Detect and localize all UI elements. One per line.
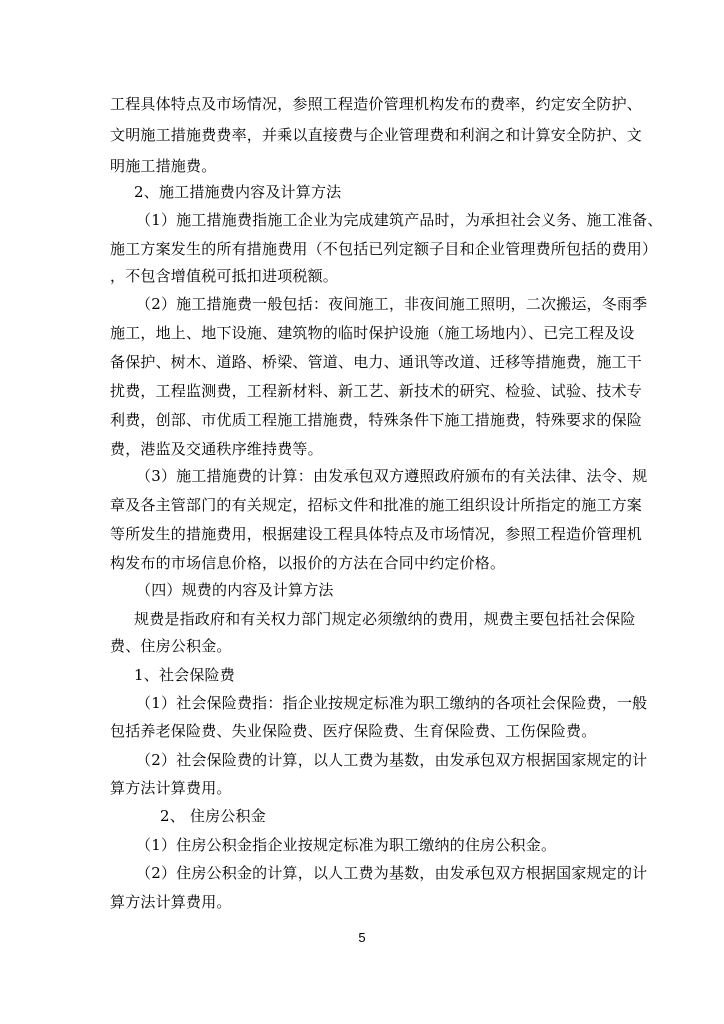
section-heading: 2、施工措施费内容及计算方法 [134, 183, 342, 201]
text-line: （3）施工措施费的计算：由发承包双方遵照政府颁布的有关法律、法令、规 [136, 467, 648, 485]
text-line: ，不包含增值税可抵扣进项税额。 [110, 267, 339, 285]
text-line: 施工，地上、地下设施、建筑物的临时保护设施（施工场地内）、已完工程及设 [110, 324, 635, 342]
text-line: （2）住房公积金的计算，以人工费为基数，由发承包双方根据国家规定的计 [136, 864, 648, 882]
text-line: 等所发生的措施费用，根据建设工程具体特点及市场情况，参照工程造价管理机 [110, 525, 643, 543]
section-heading: 2、 住房公积金 [160, 807, 266, 825]
text-line: 规费是指政府和有关权力部门规定必须缴纳的费用，规费主要包括社会保险 [134, 610, 636, 628]
text-line: 施工方案发生的所有措施费用（不包括已列定额子目和企业管理费所包括的费用） [110, 240, 658, 258]
text-line: 算方法计算费用。 [110, 779, 232, 797]
text-line: （2）施工措施费一般包括：夜间施工，非夜间施工照明，二次搬运，冬雨季 [136, 295, 648, 313]
text-line: 扰费，工程监测费，工程新材料、新工艺、新技术的研究、检验、试验、技术专 [110, 382, 643, 400]
text-line: 文明施工措施费费率，并乘以直接费与企业管理费和利润之和计算安全防护、文 [110, 126, 643, 144]
text-line: 包括养老保险费、失业保险费、医疗保险费、生育保险费、工伤保险费。 [110, 722, 597, 740]
text-line: 算方法计算费用。 [110, 893, 232, 911]
text-line: 构发布的市场信息价格，以报价的方法在合同中约定价格。 [110, 554, 506, 572]
text-line: 工程具体特点及市场情况，参照工程造价管理机构发布的费率，约定安全防护、 [110, 95, 643, 113]
text-line: 费、住房公积金。 [110, 637, 232, 655]
text-line: 费，港监及交通秩序维持费等。 [110, 440, 323, 458]
text-line: （2）社会保险费的计算，以人工费为基数，由发承包双方根据国家规定的计 [136, 751, 648, 769]
text-line: （1）社会保险费指：指企业按规定标准为职工缴纳的各项社会保险费，一般 [136, 694, 648, 712]
text-line: （1）施工措施费指施工企业为完成建筑产品时，为承担社会义务、施工准备、 [136, 211, 663, 229]
section-heading: 1、社会保险费 [134, 666, 235, 684]
text-line: 备保护、树木、道路、桥梁、管道、电力、通讯等改道、迁移等措施费，施工干 [110, 353, 643, 371]
text-line: 利费，创部、市优质工程施工措施费，特殊条件下施工措施费，特殊要求的保险 [110, 411, 643, 429]
text-line: 明施工措施费。 [110, 157, 217, 175]
section-heading: （四）规费的内容及计算方法 [136, 581, 334, 599]
text-line: （1）住房公积金指企业按规定标准为职工缴纳的住房公积金。 [136, 836, 557, 854]
text-line: 章及各主管部门的有关规定，招标文件和批准的施工组织设计所指定的施工方案 [110, 496, 643, 514]
page-number: 5 [358, 930, 366, 945]
